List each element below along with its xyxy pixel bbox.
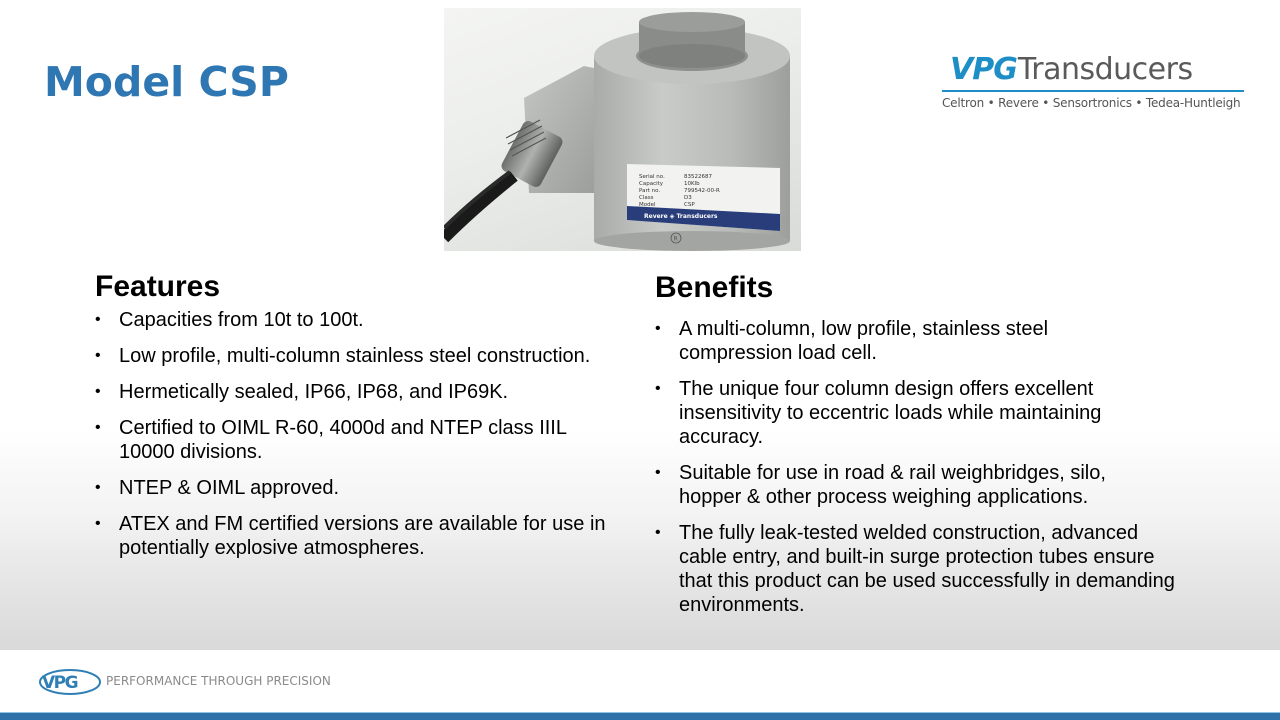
slide-footer (0, 650, 1280, 712)
benefit-item: • The unique four column design offers excellent insensitivity to eccentric loads while maintaining accuracy. (655, 378, 1102, 448)
benefit-item: • Suitable for use in road & rail weighbridges, silo, hopper & other process weighing applications. (655, 462, 1106, 508)
bullet-icon: • (95, 347, 101, 364)
load-cell-image (444, 8, 801, 251)
features-list (95, 308, 635, 560)
brand-vpg: VPG (950, 52, 1017, 87)
feature-item: • ATEX and FM certified versions are available for use in potentially explosive atmospheres. (95, 513, 606, 559)
bullet-icon: • (95, 419, 101, 436)
svg-text:Part no.: Part no. (639, 188, 661, 194)
vpg-transducers-logo (940, 52, 1246, 110)
bullet-icon: • (95, 311, 101, 328)
bullet-icon: • (95, 479, 101, 496)
footer-tagline: PERFORMANCE THROUGH PRECISION (106, 674, 331, 688)
bullet-icon: • (655, 464, 661, 481)
page-title: Model CSP (44, 58, 289, 106)
svg-text:83522687: 83522687 (684, 174, 712, 180)
svg-text:Capacity: Capacity (639, 181, 664, 187)
svg-text:799542-00-R: 799542-00-R (684, 188, 720, 194)
benefits-section (655, 271, 1185, 629)
feature-item: • Certified to OIML R-60, 4000d and NTEP class IIIL 10000 divisions. (95, 417, 567, 463)
bullet-icon: • (95, 383, 101, 400)
benefit-item: • The fully leak-tested welded construction, advanced cable entry, and built-in surge protection tubes ensure that this product can be used successfully in demanding environments. (655, 522, 1175, 616)
feature-item: • Low profile, multi-column stainless steel construction. (95, 345, 591, 367)
svg-text:D3: D3 (684, 195, 692, 201)
bullet-icon: • (95, 515, 101, 532)
bullet-icon: • (655, 380, 661, 397)
feature-item: • Capacities from 10t to 100t. (95, 309, 364, 331)
benefits-list (655, 317, 1185, 617)
brand-subbrands: Celtron • Revere • Sensortronics • Tedea-Huntleigh (942, 96, 1241, 110)
svg-text:CSP: CSP (684, 202, 695, 208)
svg-text:R: R (673, 235, 678, 243)
svg-text:Model: Model (639, 202, 656, 208)
footer-logo-text: VPG (42, 673, 78, 693)
svg-text:Class: Class (639, 195, 654, 201)
brand-divider (942, 90, 1244, 92)
bullet-icon: • (655, 320, 661, 337)
features-heading: Features (95, 270, 221, 303)
bullet-icon: • (655, 524, 661, 541)
benefit-item: • A multi-column, low profile, stainless steel compression load cell. (655, 318, 1049, 364)
benefits-heading: Benefits (655, 271, 774, 304)
svg-text:Revere ◈ Transducers: Revere ◈ Transducers (644, 213, 718, 220)
bottom-accent-bar (0, 712, 1280, 720)
vpg-swoosh-logo (38, 668, 102, 696)
feature-item: • NTEP & OIML approved. (95, 477, 340, 499)
brand-transducers: Transducers (1017, 52, 1193, 87)
product-photo (444, 8, 801, 251)
svg-text:10Klb: 10Klb (684, 181, 700, 187)
feature-item: • Hermetically sealed, IP66, IP68, and IP69K. (95, 381, 509, 403)
svg-text:Serial no.: Serial no. (639, 174, 665, 180)
features-section (95, 270, 635, 572)
